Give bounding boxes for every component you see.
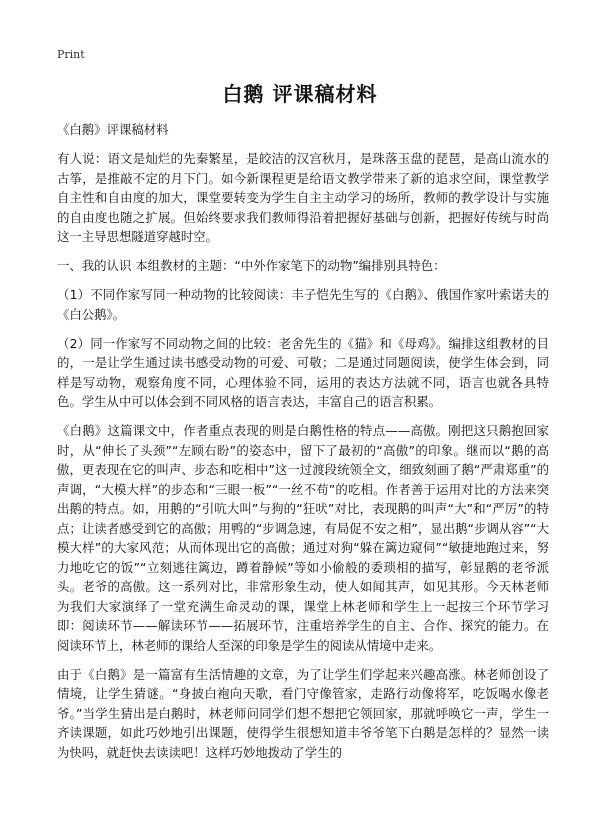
subtitle-paragraph: 《白鹅》评课稿材料: [57, 122, 169, 137]
section-heading: 一、我的认识 本组教材的主题：“中外作家笔下的动物”编排别具特色：: [57, 258, 446, 273]
print-link[interactable]: Print: [57, 48, 85, 61]
point-two-paragraph: （2）同一作家写不同动物之间的比较：老舍先生的《猫》和《母鸡》。编排这组教材的目的，一是让学生通过读书感受动物的可爱、可敬；二是通过同题阅读，使学生体会到，同样是写动物，观察角度不同，心理体验不同，运用的表达方法就不同，语言也就各具特色。学生从中可以体会到不同风格的语言表达，丰富自己的语言积累。: [57, 335, 549, 409]
lesson-paragraph: 由于《白鹅》是一篇富有生活情趣的文章，为了让学生们学起来兴趣高涨。林老师创设了情境，让学生猜谜。“身披白袍向天歌，看门守像管家，走路行动像将军，吃饭喝水像老爷。”当学生猜出是白鹅时，林老师问同学们想不想把它领回家，那就呼唤它一声，学生一齐读课题，如此巧妙地引出课题，使得学生很想知道丰爷爷笔下白鹅是怎样的？显然一读为快吗，就赶快去读读吧！这样巧妙地拨动了学生的: [57, 666, 549, 760]
point-one-paragraph: （1）不同作家写同一种动物的比较阅读：丰子恺先生写的《白鹅》、俄国作家叶索诺夫的《白公鹅》。: [57, 287, 549, 322]
document-title: 白鹅 评课稿材料: [222, 82, 378, 106]
analysis-paragraph: 《白鹅》这篇课文中，作者重点表现的则是白鹅性格的特点——高傲。刚把这只鹅抱回家时，从“伸长了头颈”“左顾右盼”的姿态中，留下了最初的“高傲”的印象。继而以“鹅的高傲，更表现在它的叫声、步态和吃相中”这一过渡段统领全文，细致刻画了鹅“严肃郑重”的声调，“大模大样”的步态和“三眼一板”“一丝不苟”的吃相。作者善于运用对比的方法来突出鹅的特点。如，用鹅的“引吭大叫”与狗的“狂吠”对比，表现鹅的叫声“大”和“严厉”的特点；让读者感受到它的高傲；用鸭的“步调急速，有局促不安之相”，显出鹅“步调从容”“大模大样”的大家风范；从而体现出它的高傲；通过对狗“躲在篱边窥伺”“敏捷地跑过来，努力地吃它的饭”“立刻逃往篱边，蹲着静候”等如小偷般的委琐相的描写，彰显鹅的老爷派头。老爷的高傲。这一系列对比，非常形象生动，使人如闻其声，如见其形。今天林老师为我们大家演绎了一堂充满生命灵动的课，课堂上林老师和学生上一起按三个环节学习即：阅读环节——解读环节——拓展环节，注重培养学生的自主、合作、探究的能力。在阅读环节上，林老师的课给人至深的印象是学生的阅读从情境中走来。: [57, 423, 549, 653]
document-body: [57, 120, 549, 772]
intro-paragraph: 有人说：语文是灿烂的先秦繁星，是皎洁的汉宫秋月，是珠落玉盘的琵琶，是高山流水的古筝，是推敲不定的月下门。如今新课程更是给语文教学带来了新的追求空间，课堂教学自主性和自由度的加大，课堂要转变为学生自主主动学习的场所，教师的教学设计与实施的自由度也随之扩展。但始终要求我们教师得沿着把握好基础与创新，把握好传统与时尚这一主导思想隧道穿越时空。: [57, 151, 549, 244]
